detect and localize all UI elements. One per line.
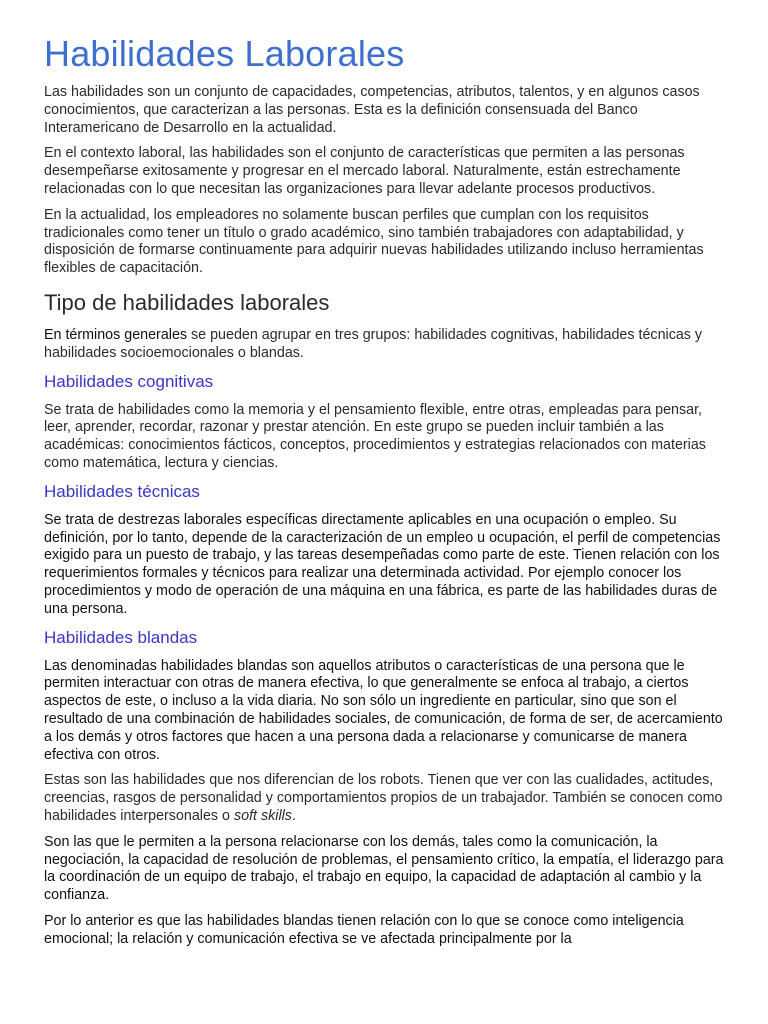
intro-paragraph-1: Las habilidades son un conjunto de capacidades, competencias, atributos, talentos, y en algunos casos conocimientos, que caracterizan a las personas. Esta es la definición consensuada del Banco Interamericano de Desarrollo en la actualidad.: [44, 84, 700, 136]
subheading-blandas: Habilidades blandas: [44, 627, 198, 647]
tecnicas-paragraph: Se trata de destrezas laborales específicas directamente aplicables en una ocupación o empleo. Su definición, por lo tanto, depende de la caracterización de un empleo u ocupación, el perfil de competencias exigido para un puesto de trabajo, y las tareas desempeñadas como parte de este. Tienen relación con los requerimientos formales y técnicos para realizar una determinada actividad. Por ejemplo conocer los procedimientos y modo de operación de una máquina en una fábrica, es parte de las habilidades duras de una persona.: [44, 511, 721, 617]
tipos-lead: En términos generales: [44, 326, 188, 343]
blandas-p2-end: .: [291, 807, 296, 824]
cognitivas-paragraph: Se trata de habilidades como la memoria y el pensamiento flexible, entre otras, empleadas para pensar, leer, aprender, recordar, razonar y prestar atención. En este grupo se pueden incluir también a las académicas: conocimientos fácticos, conceptos, procedimientos y estrategias relacionados con materias como matemática, lectura y ciencias.: [44, 401, 706, 471]
intro-paragraph-3: En la actualidad, los empleadores no solamente buscan perfiles que cumplan con los requisitos tradicionales como tener un título o grado académico, sino también trabajadores con adaptabilidad, y disposición de formarse continuamente para adquirir nuevas habilidades utilizando incluso herramientas flexibles de capacitación.: [44, 206, 704, 277]
blandas-paragraph-1: Las denominadas habilidades blandas son aquellos atributos o características de una persona que le permiten interactuar con otras de manera efectiva, lo que generalmente se enfoca al trabajo, a ciertos aspectos de este, o incluso a la vida diaria. No son sólo un ingrediente en particular, sino que son el resultado de una combinación de habilidades sociales, de comunicación, de forma de ser, de acercamiento a los demás y otros factores que hacen a una persona dada a relacionarse y comunicarse de manera efectiva con otros.: [44, 657, 723, 763]
blandas-paragraph-4: Por lo anterior es que las habilidades blandas tienen relación con lo que se conoce como inteligencia emocional; la relación y comunicación efectiva se ve afectada principalmente por la: [44, 912, 684, 947]
tipos-rest: se pueden agrupar en tres grupos: habilidades cognitivas, habilidades técnicas y habilidades socioemocionales o blandas.: [44, 326, 703, 361]
blandas-p2-text: Estas son las habilidades que nos diferencian de los robots. Tienen que ver con las cualidades, actitudes, creencias, rasgos de personalidad y comportamientos propios de un trabajador. También se conocen como habilidades interpersonales o: [44, 772, 723, 824]
tipos-paragraph: [44, 327, 724, 363]
intro-paragraph-2: En el contexto laboral, las habilidades son el conjunto de características que permiten a las personas desempeñarse exitosamente y progresar en el mercado laboral. Naturalmente, están estrechamente relacionadas con lo que necesitan las organizaciones para llevar adelante procesos productivos.: [44, 145, 685, 197]
page-title: Habilidades Laborales: [44, 33, 405, 74]
blandas-paragraph-2: [44, 772, 724, 825]
blandas-paragraph-3: Son las que le permiten a la persona relacionarse con los demás, tales como la comunicación, la negociación, la capacidad de resolución de problemas, el pensamiento crítico, la empatía, el liderazgo para la coordinación de un equipo de trabajo, el trabajo en equipo, la capacidad de adaptación al cambio y la confianza.: [44, 833, 724, 904]
soft-skills-term: soft skills: [233, 807, 292, 824]
section-heading-tipos: Tipo de habilidades laborales: [44, 289, 330, 315]
subheading-tecnicas: Habilidades técnicas: [44, 481, 200, 501]
subheading-cognitivas: Habilidades cognitivas: [44, 371, 214, 391]
